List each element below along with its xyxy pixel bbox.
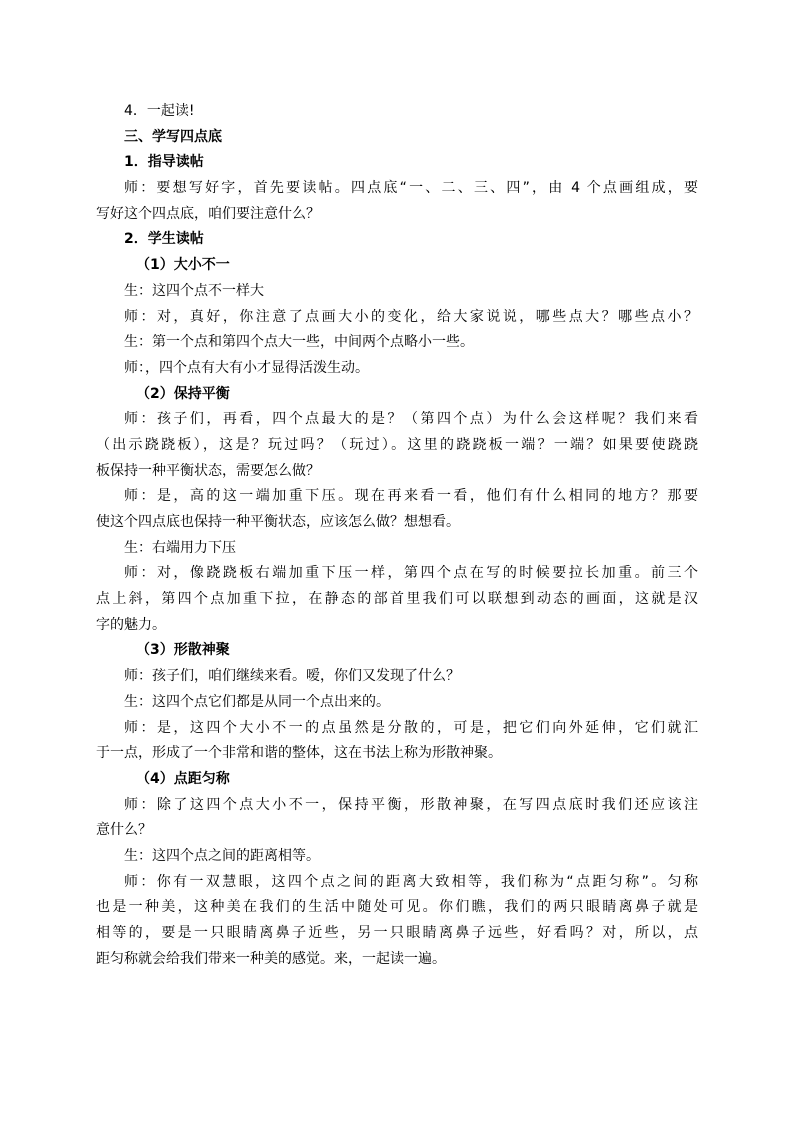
paragraph-line: 生：这四个点它们都是从同一个点出来的。: [124, 693, 390, 710]
paragraph-line: 师：是，高的这一端加重下压。现在再来看一看，他们有什么相同的地方？那要: [124, 488, 698, 505]
paragraph-line: 师：要想写好字，首先要读帖。四点底“一、二、三、四”，由 4 个点画组成，要: [124, 180, 698, 197]
paragraph-line: 意什么？: [96, 822, 152, 839]
paragraph-line: 生：这四个点不一样大: [124, 282, 264, 299]
paragraph-line: 生：第一个点和第四个点大一些，中间两个点略小一些。: [124, 334, 474, 351]
paragraph-line: 使这个四点底也保持一种平衡状态，应该怎么做？想想看。: [96, 514, 460, 530]
point-heading: （2）保持平衡: [136, 385, 230, 402]
paragraph-line: 写好这个四点底，咱们要注意什么？: [96, 205, 320, 222]
paragraph-line: 距匀称就会给我们带来一种美的感觉。来，一起读一遍。: [96, 950, 446, 967]
paragraph-line: 板保持一种平衡状态，需要怎么做？: [96, 462, 320, 479]
paragraph-line: 于一点，形成了一个非常和谐的整体，这在书法上称为形散神聚。: [96, 745, 502, 762]
section-heading: 三、学写四点底: [124, 128, 222, 145]
paragraph-line: 师：，四个点有大有小才显得活泼生动。: [124, 359, 369, 376]
paragraph-line: 师：孩子们，再看，四个点最大的是？（第四个点）为什么会这样呢？我们来看: [124, 411, 698, 428]
subsection-heading: 2．学生读帖: [124, 231, 204, 248]
paragraph-line: 师：除了这四个点大小不一，保持平衡，形散神聚，在写四点底时我们还应该注: [124, 796, 698, 813]
paragraph-line: 也是一种美，这种美在我们的生活中随处可见。你们瞧，我们的两只眼睛离鼻子就是: [96, 899, 698, 916]
paragraph-line: 师：是，这四个大小不一的点虽然是分散的，可是，把它们向外延伸，它们就汇: [124, 719, 698, 736]
paragraph-line: 师：对，像跷跷板右端加重下压一样，第四个点在写的时候要拉长加重。前三个: [124, 565, 698, 582]
paragraph-line: 字的魅力。: [96, 616, 166, 633]
paragraph-line: 师：对，真好，你注意了点画大小的变化，给大家说说，哪些点大？哪些点小？: [124, 308, 698, 325]
paragraph-line: 生：这四个点之间的距离相等。: [124, 847, 320, 864]
point-heading: （4）点距匀称: [136, 770, 230, 787]
list-item-read-together: 4．一起读!: [124, 103, 195, 119]
paragraph-line: 点上斜，第四个点加重下拉，在静态的部首里我们可以联想到动态的画面，这就是汉: [96, 591, 698, 608]
point-heading: （1）大小不一: [136, 257, 230, 274]
point-heading: （3）形散神聚: [136, 642, 230, 659]
paragraph-line: 师：孩子们，咱们继续来看。嗳，你们又发现了什么？: [124, 668, 460, 685]
paragraph-line: 师：你有一双慧眼，这四个点之间的距离大致相等，我们称为“点距匀称”。匀称: [124, 873, 698, 890]
subsection-heading: 1．指导读帖: [124, 154, 204, 171]
document-body: [96, 99, 698, 972]
paragraph-line: 生：右端用力下压: [124, 539, 236, 556]
paragraph-line: 相等的，要是一只眼睛离鼻子近些，另一只眼睛离鼻子远些，好看吗？对，所以，点: [96, 925, 698, 941]
paragraph-line: （出示跷跷板），这是？玩过吗？（玩过）。这里的跷跷板一端？一端？如果要使跷跷: [96, 436, 698, 453]
